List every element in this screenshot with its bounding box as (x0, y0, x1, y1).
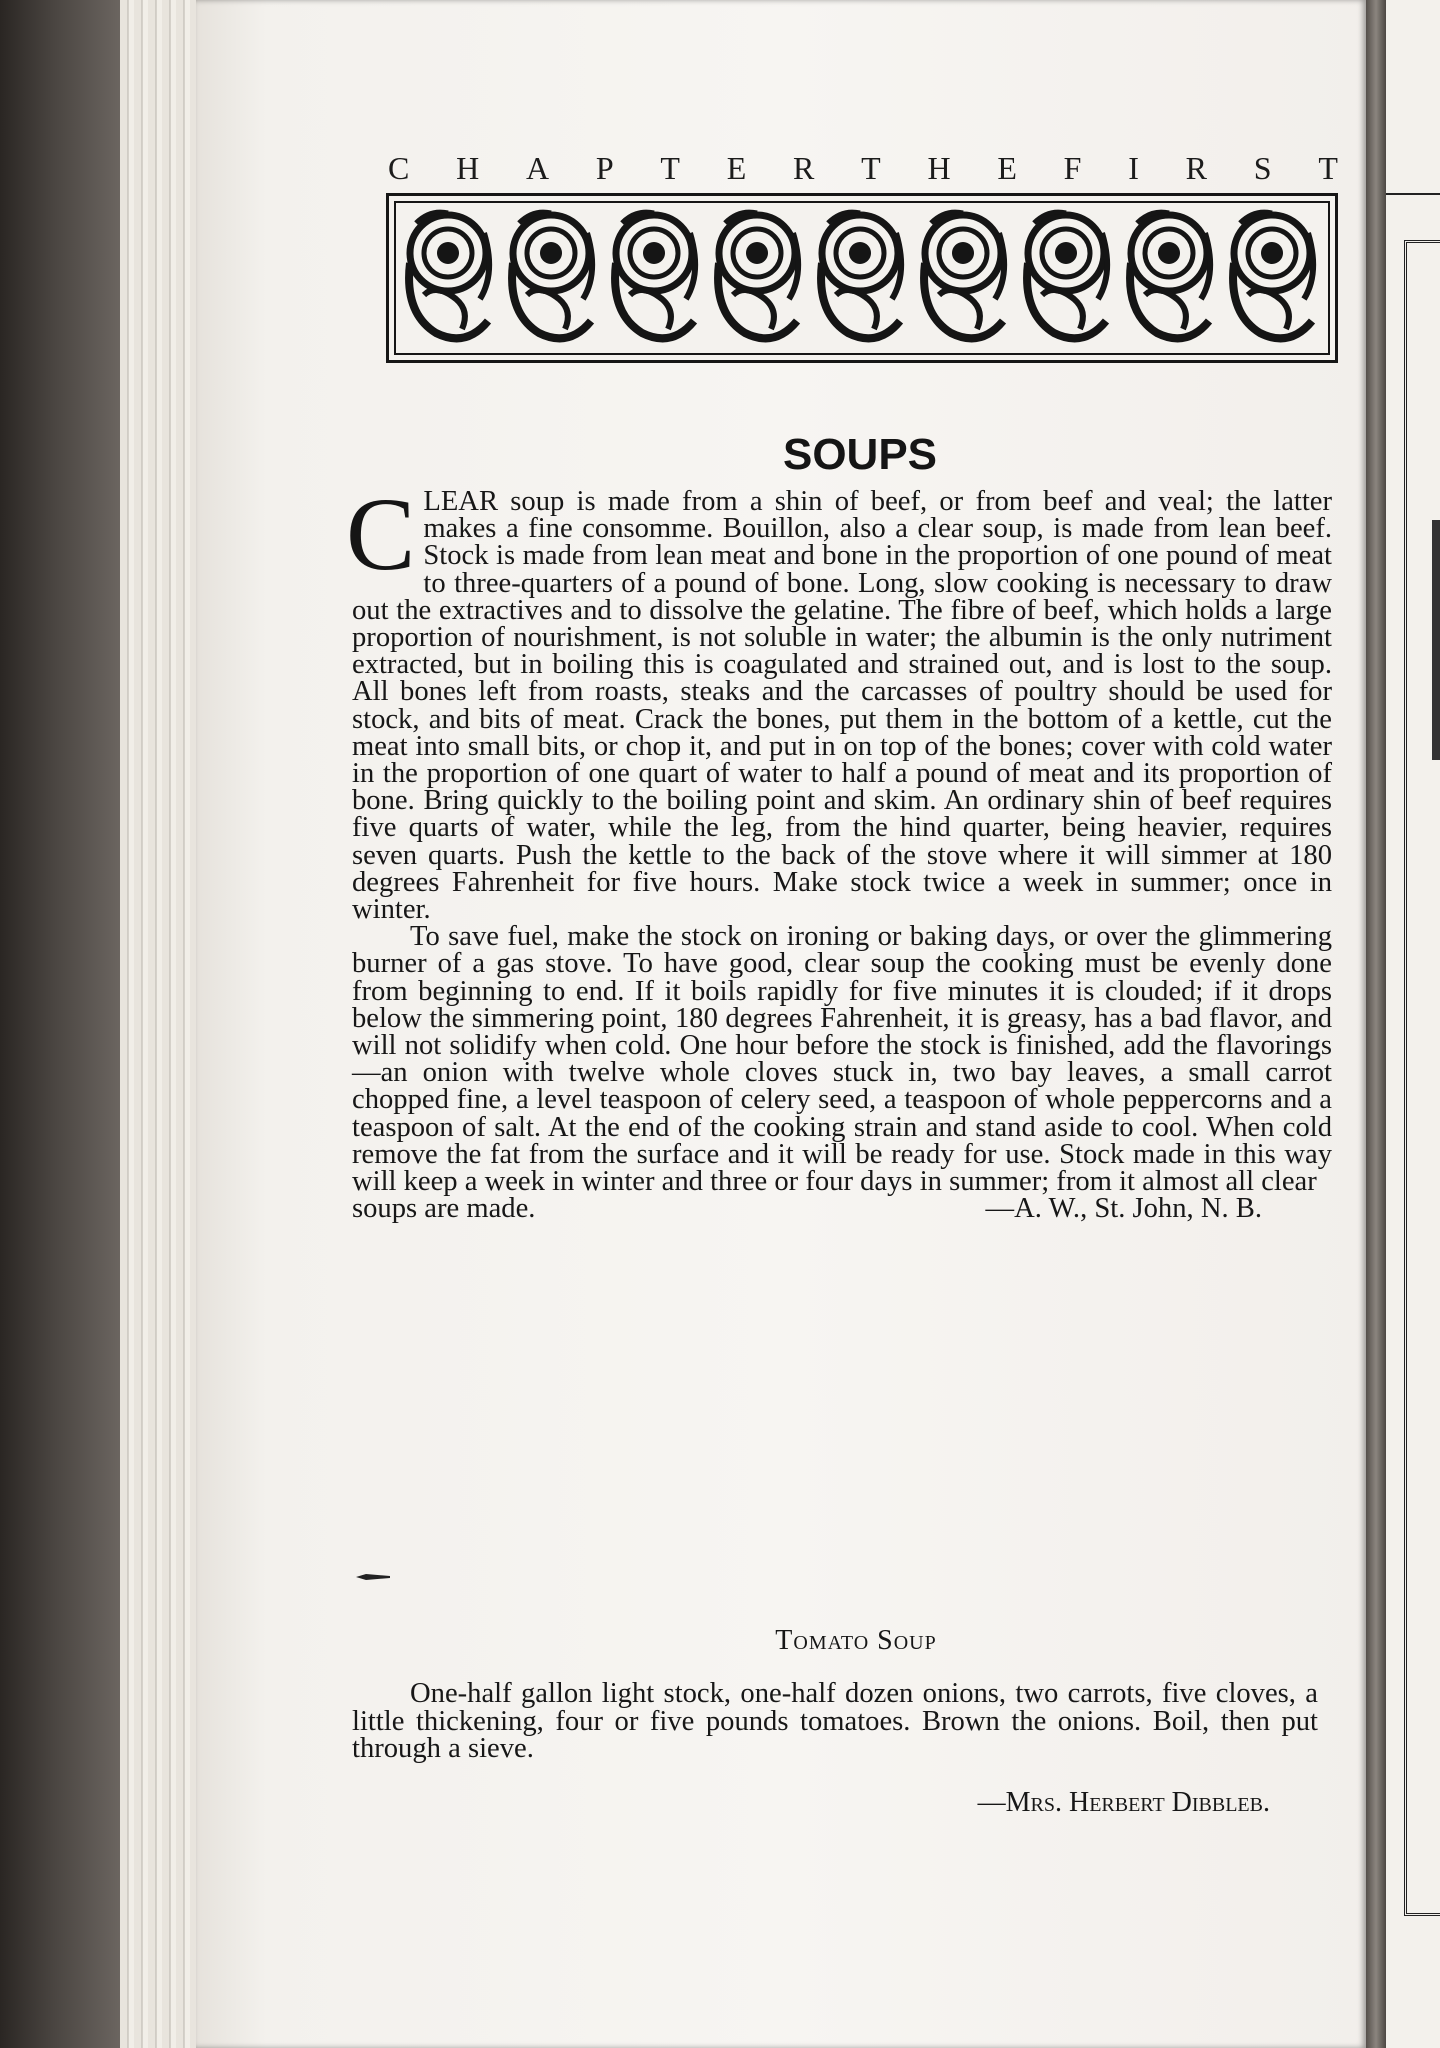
chapter-header-letter: H (927, 150, 953, 186)
scroll-ornament-icon (705, 203, 808, 353)
chapter-header-letter: P (595, 150, 616, 186)
pointer-mark-icon (356, 1573, 390, 1581)
scroll-ornament-icon (499, 203, 602, 353)
recipe-paragraph: One-half gallon light stock, one-half dozen onions, two carrots, five cloves, a little thickening, four or five pounds tomatoes. Brown the onions. Boil, then put through a sieve. (352, 1678, 1318, 1764)
facing-page (1386, 0, 1440, 2048)
recipe-title: Tomato Soup (775, 1625, 937, 1656)
paragraph-2: To save fuel, make the stock on ironing or baking days, or over the glimmering burner of a gas stove. To have good, clear soup the cooking must be evenly done from beginning to end. If it boils rapidly for five minutes it is clouded; if it drops below the simmering point, 180 degrees Fahrenheit, it is greasy, has a bad flavor, and will not solidify when cold. One hour before the stock is finished, add the flavorings—an onion with twelve whole cloves stuck in, two bay leaves, a small carrot chopped fine, a level teaspoon of celery seed, a teaspoon of whole peppercorns and a teaspoon of salt. At the end of the cooking strain and stand aside to cool. When cold remove the fat from the surface and it will be ready for use. Stock made in this way will keep a week in winter and three or four days in summer; from it almost all clear (352, 921, 1332, 1198)
chapter-header-letter: E (726, 150, 749, 186)
chapter-header-letter: S (1253, 150, 1274, 186)
chapter-header-letter: A (525, 150, 552, 186)
chapter-header-letter: T (1318, 150, 1340, 186)
article-attribution: —A. W., St. John, N. B. (985, 1193, 1262, 1225)
chapter-header-letter: R (1185, 150, 1209, 186)
recipe-text (352, 1680, 1318, 1763)
chapter-header-letter: T (861, 150, 883, 186)
recipe-attribution: —Mrs. Herbert Dibbleb. (977, 1787, 1270, 1818)
closing-line (352, 1193, 1332, 1225)
book-gutter (1366, 0, 1386, 2048)
facing-page-frame (1404, 240, 1440, 1916)
paragraph-1 (346, 477, 1332, 926)
section-title: SOUPS (782, 430, 938, 479)
chapter-header-letter: I (1128, 150, 1141, 186)
chapter-header-letter: R (793, 150, 817, 186)
chapter-header (388, 150, 1340, 187)
scroll-ornament-icon (1117, 203, 1220, 353)
facing-page-rule (1386, 193, 1440, 195)
drop-cap: C (346, 477, 416, 592)
scroll-ornament-icon (602, 203, 705, 353)
chapter-header-letter: T (660, 150, 682, 186)
chapter-header-letter: H (456, 150, 482, 186)
closing-text: soups are made. (352, 1193, 536, 1225)
scroll-ornament-icon (808, 203, 911, 353)
chapter-header-letter: E (997, 150, 1019, 186)
chapter-header-letter: F (1063, 150, 1084, 186)
page-edges (120, 0, 200, 2048)
book-cover-edge (0, 0, 120, 2048)
scroll-ornament-icon (911, 203, 1014, 353)
ornament-scrollwork (394, 201, 1330, 355)
paragraph-1-text: LEAR soup is made from a shin of beef, or from beef and veal; the latter makes a fine consomme. Bouillon, also a clear soup, is made from lean beef. Stock is made from lean meat and bone in the proportion of one pound of meat to three-quarters of a pound of bone. Long, slow cooking is necessary to draw out the extractives and to dissolve the gelatine. The fibre of beef, which holds a large proportion of nourishment, is not soluble in water; the albumin is the only nutriment extracted, but in boiling this is coagulated and strained out, and is lost to the soup. All bones left from roasts, steaks and the carcasses of poultry should be used for stock, and bits of meat. Crack the bones, put them in the bottom of a kettle, cut the meat into small bits, or chop it, and put in on top of the bones; cover with cold water in the proportion of one quart of water to half a pound of meat and its proportion of bone. Bring quickly to the boiling point and skim. An ordinary shin of beef requires five quarts of water, while the leg, from the hind quarter, being heavier, requires seven quarts. Push the kettle to the back of the stove where it will simmer at 180 degrees Fahrenheit for five hours. Make stock twice a week in summer; once in winter. (352, 486, 1332, 926)
article-body (346, 477, 1332, 1225)
scroll-ornament-icon (396, 203, 499, 353)
scroll-ornament-icon (1220, 203, 1323, 353)
scroll-ornament-icon (1014, 203, 1117, 353)
ornamental-banner (386, 193, 1338, 363)
facing-page-mark (1432, 520, 1440, 760)
chapter-header-letter: C (388, 150, 412, 186)
